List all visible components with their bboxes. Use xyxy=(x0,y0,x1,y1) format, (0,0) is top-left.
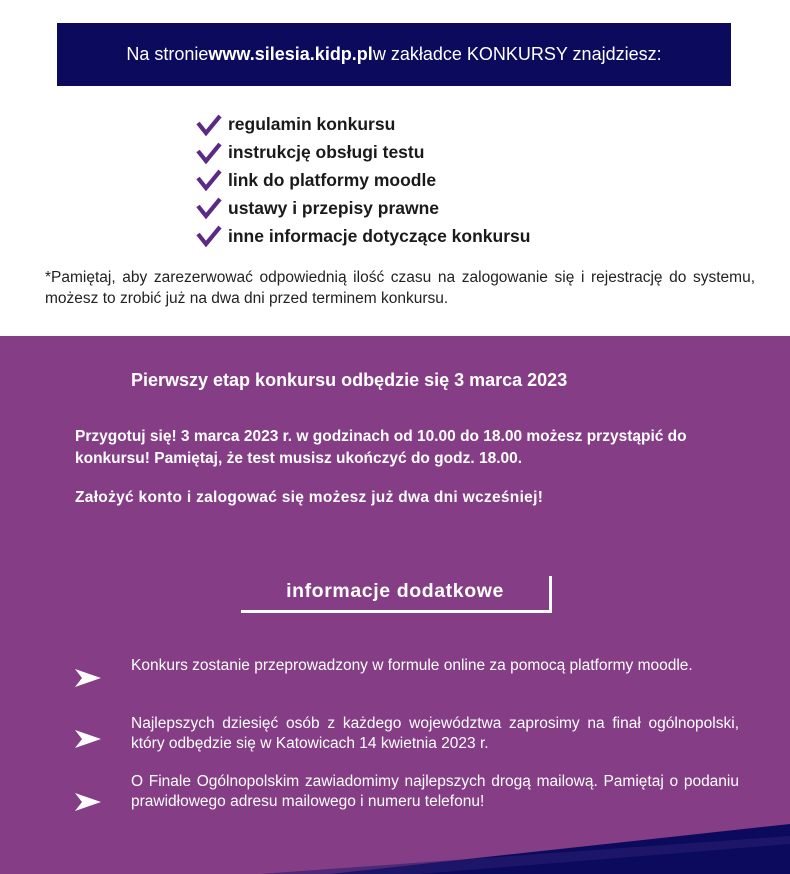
arrow-bullet-icon xyxy=(75,669,101,687)
checkmark-icon xyxy=(196,142,222,164)
checklist-item xyxy=(196,222,530,250)
stage-heading: Pierwszy etap konkursu odbędzie się 3 marca 2023 xyxy=(131,370,568,390)
arrow-bullet-icon xyxy=(75,730,101,748)
checkmark-icon xyxy=(196,197,222,219)
info-bullet-text: O Finale Ogólnopolskim zawiadomimy najlepszych drogą mailową. Pamiętaj o podaniu prawidłowego adresu mailowego i numeru telefonu! xyxy=(131,773,739,810)
checklist-item xyxy=(196,139,530,167)
website-banner xyxy=(57,23,731,86)
checklist-label: ustawy i przepisy prawne xyxy=(228,197,440,218)
checklist-item xyxy=(196,194,530,222)
checklist-label: regulamin konkursu xyxy=(228,114,396,135)
banner-suffix: w zakładce KONKURSY znajdziesz: xyxy=(372,44,662,64)
checklist-label: link do platformy moodle xyxy=(228,169,437,190)
checkmark-icon xyxy=(196,114,222,136)
banner-prefix: Na stronie xyxy=(126,44,209,64)
checklist-label: instrukcję obsługi testu xyxy=(228,142,425,163)
contest-info-section xyxy=(0,336,790,874)
stage-paragraph-1: Przygotuj się! 3 marca 2023 r. w godzinach od 10.00 do 18.00 możesz przystąpić do konkursu! Pamiętaj, że test musisz ukończyć do godz. 18.00. xyxy=(75,428,687,467)
checkmark-icon xyxy=(196,225,222,247)
info-bullet-text: Konkurs zostanie przeprowadzony w formule online za pomocą platformy moodle. xyxy=(131,657,693,674)
additional-info-header xyxy=(241,576,552,613)
checklist-label: inne informacje dotyczące konkursu xyxy=(228,225,531,246)
banner-url[interactable]: www.silesia.kidp.pl xyxy=(208,44,373,64)
checklist-item xyxy=(196,167,530,195)
resources-checklist xyxy=(196,111,530,250)
info-bullet-text: Najlepszych dziesięć osób z każdego województwa zaprosimy na finał ogólnopolski, który odbędzie się w Katowicach 14 kwietnia 2023 r. xyxy=(131,715,739,752)
decorative-corner xyxy=(0,814,790,874)
stage-paragraph-2: Założyć konto i zalogować się możesz już dwa dni wcześniej! xyxy=(75,489,544,506)
checkmark-icon xyxy=(196,169,222,191)
registration-note: *Pamiętaj, aby zarezerwować odpowiednią ilość czasu na zalogowanie się i rejestrację do systemu, możesz to zrobić już na dwa dni przed terminem konkursu. xyxy=(45,269,755,307)
additional-info-title: informacje dodatkowe xyxy=(286,579,504,602)
arrow-bullet-icon xyxy=(75,793,101,811)
checklist-item xyxy=(196,111,530,139)
